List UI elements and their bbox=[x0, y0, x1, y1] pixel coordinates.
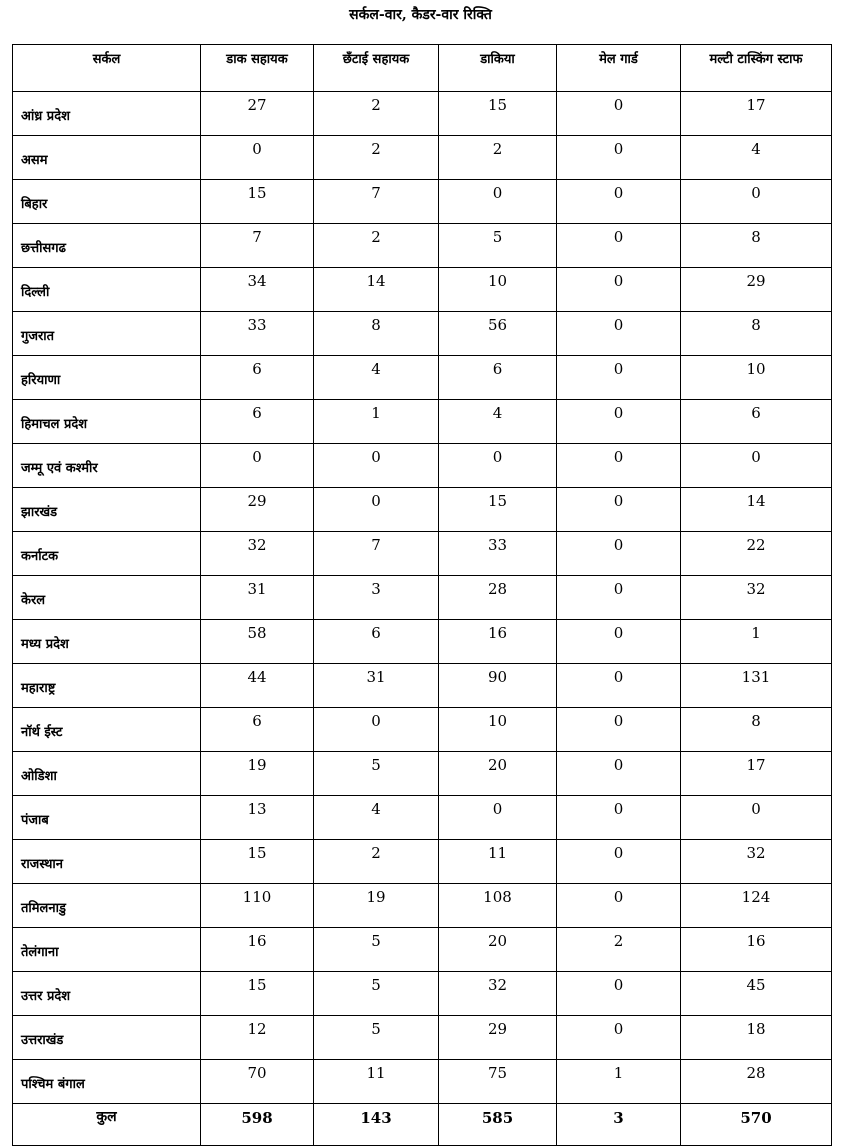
postal-assistant-cell: 7 bbox=[201, 224, 314, 268]
sorting-assistant-cell: 11 bbox=[314, 1060, 439, 1104]
postman-cell: 56 bbox=[439, 312, 557, 356]
total-label: कुल bbox=[13, 1104, 201, 1146]
postman-cell: 20 bbox=[439, 928, 557, 972]
header-sorting-assistant: छँटाई सहायक bbox=[314, 45, 439, 92]
postman-cell: 28 bbox=[439, 576, 557, 620]
postal-assistant-cell: 110 bbox=[201, 884, 314, 928]
circle-name-cell: महाराष्ट्र bbox=[13, 664, 201, 708]
table-row bbox=[13, 884, 832, 928]
table-row bbox=[13, 532, 832, 576]
mail-guard-cell: 0 bbox=[557, 180, 681, 224]
mail-guard-cell: 0 bbox=[557, 488, 681, 532]
table-row bbox=[13, 664, 832, 708]
circle-name-cell: कर्नाटक bbox=[13, 532, 201, 576]
multi-tasking-staff-cell: 8 bbox=[681, 312, 832, 356]
circle-name-cell: बिहार bbox=[13, 180, 201, 224]
total-multi-tasking-staff: 570 bbox=[681, 1104, 832, 1146]
multi-tasking-staff-cell: 0 bbox=[681, 180, 832, 224]
table-row bbox=[13, 840, 832, 884]
total-postal-assistant: 598 bbox=[201, 1104, 314, 1146]
header-mail-guard: मेल गार्ड bbox=[557, 45, 681, 92]
sorting-assistant-cell: 7 bbox=[314, 180, 439, 224]
total-row bbox=[13, 1104, 832, 1146]
sorting-assistant-cell: 0 bbox=[314, 444, 439, 488]
circle-name-cell: दिल्ली bbox=[13, 268, 201, 312]
circle-name-cell: उत्तराखंड bbox=[13, 1016, 201, 1060]
postal-assistant-cell: 6 bbox=[201, 708, 314, 752]
postal-assistant-cell: 6 bbox=[201, 356, 314, 400]
total-sorting-assistant: 143 bbox=[314, 1104, 439, 1146]
multi-tasking-staff-cell: 8 bbox=[681, 708, 832, 752]
circle-name-cell: तमिलनाडु bbox=[13, 884, 201, 928]
table-body bbox=[13, 92, 832, 1104]
mail-guard-cell: 0 bbox=[557, 664, 681, 708]
total-mail-guard: 3 bbox=[557, 1104, 681, 1146]
vacancy-table bbox=[12, 44, 832, 1146]
circle-name-cell: जम्मू एवं कश्मीर bbox=[13, 444, 201, 488]
sorting-assistant-cell: 5 bbox=[314, 752, 439, 796]
postal-assistant-cell: 33 bbox=[201, 312, 314, 356]
postal-assistant-cell: 34 bbox=[201, 268, 314, 312]
circle-name-cell: हरियाणा bbox=[13, 356, 201, 400]
table-row bbox=[13, 576, 832, 620]
sorting-assistant-cell: 5 bbox=[314, 972, 439, 1016]
postman-cell: 10 bbox=[439, 708, 557, 752]
mail-guard-cell: 1 bbox=[557, 1060, 681, 1104]
postman-cell: 108 bbox=[439, 884, 557, 928]
postman-cell: 16 bbox=[439, 620, 557, 664]
postman-cell: 32 bbox=[439, 972, 557, 1016]
postal-assistant-cell: 29 bbox=[201, 488, 314, 532]
circle-name-cell: पश्चिम बंगाल bbox=[13, 1060, 201, 1104]
postal-assistant-cell: 0 bbox=[201, 444, 314, 488]
table-header-row bbox=[13, 45, 832, 92]
postman-cell: 2 bbox=[439, 136, 557, 180]
mail-guard-cell: 0 bbox=[557, 972, 681, 1016]
mail-guard-cell: 0 bbox=[557, 356, 681, 400]
mail-guard-cell: 0 bbox=[557, 840, 681, 884]
postal-assistant-cell: 58 bbox=[201, 620, 314, 664]
postman-cell: 10 bbox=[439, 268, 557, 312]
postman-cell: 0 bbox=[439, 796, 557, 840]
postal-assistant-cell: 12 bbox=[201, 1016, 314, 1060]
mail-guard-cell: 0 bbox=[557, 268, 681, 312]
header-postal-assistant: डाक सहायक bbox=[201, 45, 314, 92]
sorting-assistant-cell: 7 bbox=[314, 532, 439, 576]
mail-guard-cell: 0 bbox=[557, 400, 681, 444]
postal-assistant-cell: 32 bbox=[201, 532, 314, 576]
mail-guard-cell: 0 bbox=[557, 796, 681, 840]
circle-name-cell: तेलंगाना bbox=[13, 928, 201, 972]
postal-assistant-cell: 15 bbox=[201, 840, 314, 884]
circle-name-cell: मध्य प्रदेश bbox=[13, 620, 201, 664]
sorting-assistant-cell: 31 bbox=[314, 664, 439, 708]
postman-cell: 11 bbox=[439, 840, 557, 884]
circle-name-cell: उत्तर प्रदेश bbox=[13, 972, 201, 1016]
table-row bbox=[13, 400, 832, 444]
table-row bbox=[13, 180, 832, 224]
postman-cell: 15 bbox=[439, 488, 557, 532]
mail-guard-cell: 0 bbox=[557, 1016, 681, 1060]
table-row bbox=[13, 312, 832, 356]
sorting-assistant-cell: 4 bbox=[314, 796, 439, 840]
postal-assistant-cell: 16 bbox=[201, 928, 314, 972]
sorting-assistant-cell: 2 bbox=[314, 840, 439, 884]
mail-guard-cell: 0 bbox=[557, 136, 681, 180]
mail-guard-cell: 0 bbox=[557, 576, 681, 620]
circle-name-cell: केरल bbox=[13, 576, 201, 620]
mail-guard-cell: 0 bbox=[557, 884, 681, 928]
mail-guard-cell: 0 bbox=[557, 92, 681, 136]
table-row bbox=[13, 620, 832, 664]
table-row bbox=[13, 92, 832, 136]
postman-cell: 20 bbox=[439, 752, 557, 796]
header-circle: सर्कल bbox=[13, 45, 201, 92]
postman-cell: 0 bbox=[439, 444, 557, 488]
postman-cell: 15 bbox=[439, 92, 557, 136]
postman-cell: 6 bbox=[439, 356, 557, 400]
sorting-assistant-cell: 5 bbox=[314, 928, 439, 972]
postal-assistant-cell: 44 bbox=[201, 664, 314, 708]
mail-guard-cell: 0 bbox=[557, 708, 681, 752]
multi-tasking-staff-cell: 32 bbox=[681, 576, 832, 620]
sorting-assistant-cell: 2 bbox=[314, 224, 439, 268]
circle-name-cell: झारखंड bbox=[13, 488, 201, 532]
circle-name-cell: गुजरात bbox=[13, 312, 201, 356]
table-row bbox=[13, 444, 832, 488]
multi-tasking-staff-cell: 32 bbox=[681, 840, 832, 884]
postman-cell: 0 bbox=[439, 180, 557, 224]
mail-guard-cell: 0 bbox=[557, 532, 681, 576]
table-row bbox=[13, 136, 832, 180]
sorting-assistant-cell: 6 bbox=[314, 620, 439, 664]
mail-guard-cell: 0 bbox=[557, 224, 681, 268]
postal-assistant-cell: 19 bbox=[201, 752, 314, 796]
header-postman: डाकिया bbox=[439, 45, 557, 92]
postal-assistant-cell: 15 bbox=[201, 972, 314, 1016]
multi-tasking-staff-cell: 45 bbox=[681, 972, 832, 1016]
multi-tasking-staff-cell: 16 bbox=[681, 928, 832, 972]
page-title: सर्कल-वार, कैडर-वार रिक्ति bbox=[349, 7, 492, 23]
table-row bbox=[13, 972, 832, 1016]
header-multi-tasking-staff: मल्टी टास्किंग स्टाफ bbox=[681, 45, 832, 92]
postman-cell: 29 bbox=[439, 1016, 557, 1060]
multi-tasking-staff-cell: 28 bbox=[681, 1060, 832, 1104]
multi-tasking-staff-cell: 124 bbox=[681, 884, 832, 928]
mail-guard-cell: 0 bbox=[557, 752, 681, 796]
sorting-assistant-cell: 14 bbox=[314, 268, 439, 312]
circle-name-cell: राजस्थान bbox=[13, 840, 201, 884]
circle-name-cell: हिमाचल प्रदेश bbox=[13, 400, 201, 444]
postal-assistant-cell: 13 bbox=[201, 796, 314, 840]
circle-name-cell: आंध्र प्रदेश bbox=[13, 92, 201, 136]
postman-cell: 75 bbox=[439, 1060, 557, 1104]
table-row bbox=[13, 356, 832, 400]
multi-tasking-staff-cell: 1 bbox=[681, 620, 832, 664]
multi-tasking-staff-cell: 17 bbox=[681, 752, 832, 796]
postman-cell: 5 bbox=[439, 224, 557, 268]
multi-tasking-staff-cell: 29 bbox=[681, 268, 832, 312]
circle-name-cell: पंजाब bbox=[13, 796, 201, 840]
circle-name-cell: नॉर्थ ईस्ट bbox=[13, 708, 201, 752]
total-postman: 585 bbox=[439, 1104, 557, 1146]
multi-tasking-staff-cell: 10 bbox=[681, 356, 832, 400]
multi-tasking-staff-cell: 131 bbox=[681, 664, 832, 708]
mail-guard-cell: 2 bbox=[557, 928, 681, 972]
table-row bbox=[13, 1060, 832, 1104]
circle-name-cell: असम bbox=[13, 136, 201, 180]
table-row bbox=[13, 752, 832, 796]
sorting-assistant-cell: 2 bbox=[314, 136, 439, 180]
table-row bbox=[13, 708, 832, 752]
multi-tasking-staff-cell: 17 bbox=[681, 92, 832, 136]
sorting-assistant-cell: 8 bbox=[314, 312, 439, 356]
sorting-assistant-cell: 0 bbox=[314, 708, 439, 752]
multi-tasking-staff-cell: 4 bbox=[681, 136, 832, 180]
postal-assistant-cell: 15 bbox=[201, 180, 314, 224]
postal-assistant-cell: 70 bbox=[201, 1060, 314, 1104]
sorting-assistant-cell: 1 bbox=[314, 400, 439, 444]
postman-cell: 90 bbox=[439, 664, 557, 708]
postman-cell: 4 bbox=[439, 400, 557, 444]
postman-cell: 33 bbox=[439, 532, 557, 576]
postal-assistant-cell: 0 bbox=[201, 136, 314, 180]
postal-assistant-cell: 31 bbox=[201, 576, 314, 620]
mail-guard-cell: 0 bbox=[557, 312, 681, 356]
multi-tasking-staff-cell: 6 bbox=[681, 400, 832, 444]
multi-tasking-staff-cell: 14 bbox=[681, 488, 832, 532]
circle-name-cell: छत्तीसगढ bbox=[13, 224, 201, 268]
sorting-assistant-cell: 4 bbox=[314, 356, 439, 400]
multi-tasking-staff-cell: 0 bbox=[681, 796, 832, 840]
table-row bbox=[13, 488, 832, 532]
mail-guard-cell: 0 bbox=[557, 620, 681, 664]
table-row bbox=[13, 796, 832, 840]
mail-guard-cell: 0 bbox=[557, 444, 681, 488]
circle-name-cell: ओडिशा bbox=[13, 752, 201, 796]
sorting-assistant-cell: 2 bbox=[314, 92, 439, 136]
table-row bbox=[13, 268, 832, 312]
postal-assistant-cell: 6 bbox=[201, 400, 314, 444]
multi-tasking-staff-cell: 18 bbox=[681, 1016, 832, 1060]
multi-tasking-staff-cell: 8 bbox=[681, 224, 832, 268]
sorting-assistant-cell: 3 bbox=[314, 576, 439, 620]
sorting-assistant-cell: 5 bbox=[314, 1016, 439, 1060]
table-row bbox=[13, 1016, 832, 1060]
sorting-assistant-cell: 19 bbox=[314, 884, 439, 928]
multi-tasking-staff-cell: 22 bbox=[681, 532, 832, 576]
table-row bbox=[13, 224, 832, 268]
postal-assistant-cell: 27 bbox=[201, 92, 314, 136]
table-row bbox=[13, 928, 832, 972]
multi-tasking-staff-cell: 0 bbox=[681, 444, 832, 488]
sorting-assistant-cell: 0 bbox=[314, 488, 439, 532]
